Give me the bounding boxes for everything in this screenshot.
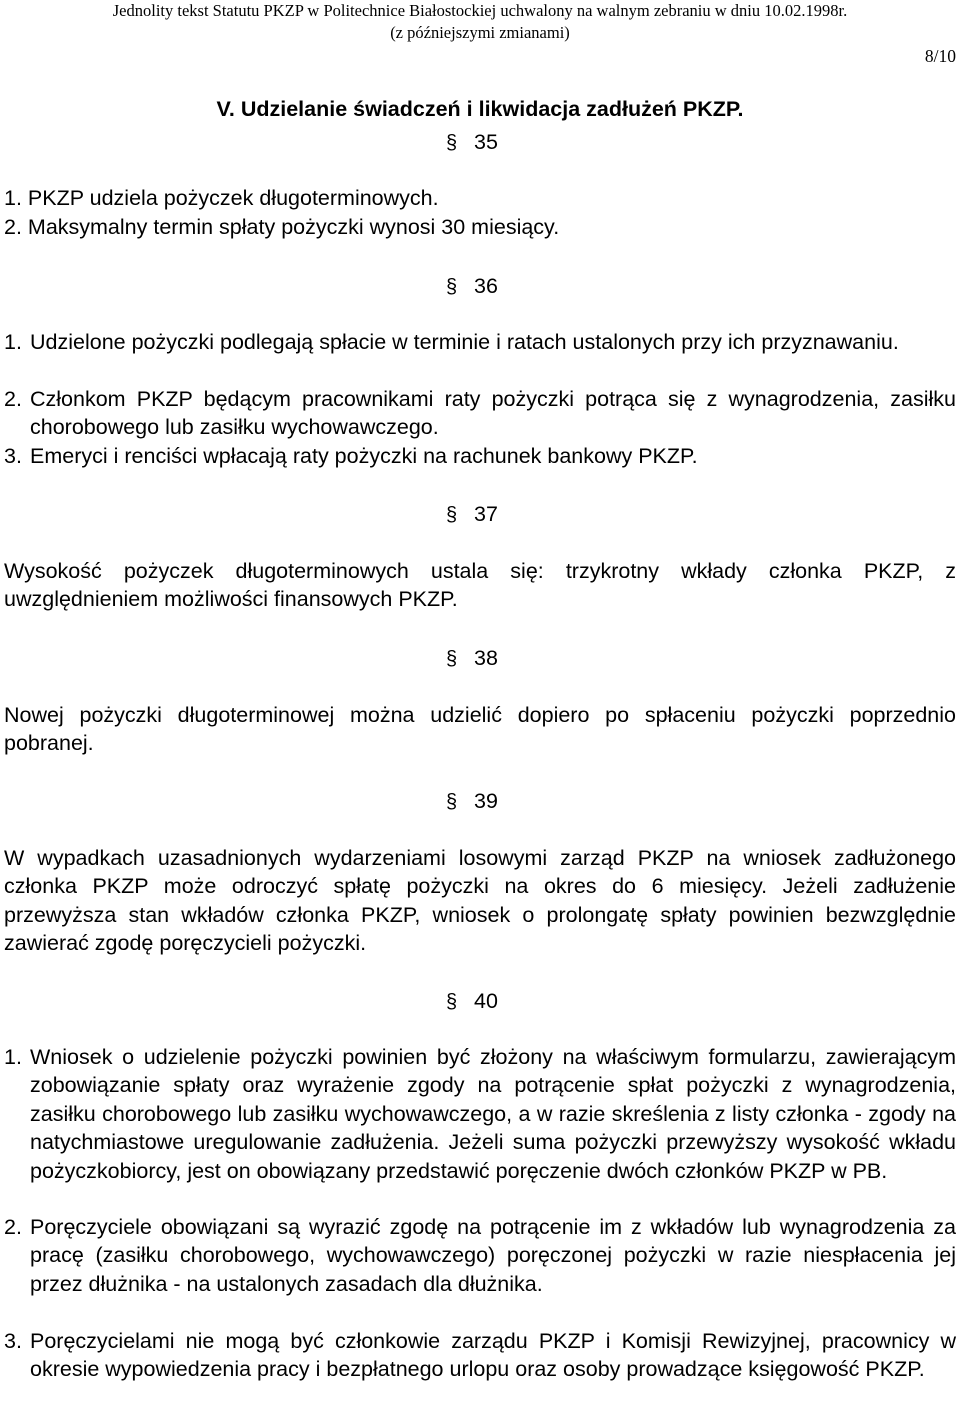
list-item xyxy=(4,442,956,470)
list-item-number: 2. xyxy=(4,1215,22,1239)
section-sign-icon: § xyxy=(446,504,458,526)
list-item xyxy=(4,328,956,356)
paragraph-heading-37 xyxy=(446,499,498,529)
list-item-text: Wniosek o udzielenie pożyczki powinien być złożony na właściwym formularzu, zawierającym zobowiązanie spłaty oraz wyrażenie zgody na potrącenie spłat pożyczki z wynagrodzenia, zasiłku chorobowego lub zasiłku wychowawczego, a w razie skreślenia z listy członka - zgody na natychmiastowe uregulowanie zadłużenia. Jeżeli suma pożyczki przewyższy wysokość wkładu pożyczkobiorcy, jest on obowiązany przedstawić poręczenie dwóch członków PKZP w PB. xyxy=(30,1045,956,1183)
paragraph-number: 38 xyxy=(474,646,498,670)
list-item-number: 2. xyxy=(4,387,22,411)
list-item-text: Udzielone pożyczki podlegają spłacie w terminie i ratach ustalonych przy ich przyznawaniu. xyxy=(30,330,899,354)
list-item-number: 1. xyxy=(4,330,22,354)
paragraph-number: 40 xyxy=(474,989,498,1013)
paragraph-text-37: Wysokość pożyczek długoterminowych ustala się: trzykrotny wkłady członka PKZP, z uwzględnieniem możliwości finansowych PKZP. xyxy=(4,559,956,612)
list-item: 1. PKZP udziela pożyczek długoterminowych. xyxy=(4,186,439,210)
paragraph-heading-38 xyxy=(446,643,498,673)
list-item-text: Poręczycielami nie mogą być członkowie zarządu PKZP i Komisji Rewizyjnej, pracownicy w okresie wypowiedzenia pracy i bezpłatnego urlopu oraz osoby prowadzące księgowość PKZP. xyxy=(30,1329,956,1382)
list-item-text: Członkom PKZP będącym pracownikami raty pożyczki potrąca się z wynagrodzenia, zasiłku chorobowego lub zasiłku wychowawczego. xyxy=(30,387,956,440)
list-item-text: Emeryci i renciści wpłacają raty pożyczki na rachunek bankowy PKZP. xyxy=(30,444,698,468)
list-item xyxy=(4,385,956,442)
section-sign-icon: § xyxy=(446,132,458,154)
list-item xyxy=(4,1213,956,1298)
list-item: 2. Maksymalny termin spłaty pożyczki wynosi 30 miesiący. xyxy=(4,215,560,239)
list-item xyxy=(4,1043,956,1185)
paragraph-number: 39 xyxy=(474,789,498,813)
running-header: Jednolity tekst Statutu PKZP w Politechnice Białostockiej uchwalony na walnym zebraniu w dniu 10.02.1998r. xyxy=(112,1,848,20)
section-sign-icon: § xyxy=(446,991,458,1013)
running-header-note: (z późniejszymi zmianami) xyxy=(390,23,570,42)
list-item-number: 3. xyxy=(4,444,22,468)
paragraph-number: 36 xyxy=(474,274,498,298)
paragraph-heading-36 xyxy=(446,271,498,301)
list-item xyxy=(4,1327,956,1384)
list-item-text: Poręczyciele obowiązani są wyrazić zgodę na potrącenie im z wkładów lub wynagrodzenia za pracę (zasiłku chorobowego, wychowawczego) poręczonej pożyczki w razie niespłacenia jej przez dłużnika - na ustalonych zasadach dla dłużnika. xyxy=(30,1215,956,1296)
section-sign-icon: § xyxy=(446,791,458,813)
paragraph-heading-39 xyxy=(446,786,498,816)
paragraph-heading-35 xyxy=(446,127,498,157)
list-item-number: 3. xyxy=(4,1329,22,1353)
paragraph-number: 35 xyxy=(474,130,498,154)
section-title: V. Udzielanie świadczeń i likwidacja zadłużeń PKZP. xyxy=(216,97,744,121)
page-number: 8/10 xyxy=(924,46,956,66)
section-sign-icon: § xyxy=(446,648,458,670)
list-item-number: 1. xyxy=(4,1045,22,1069)
paragraph-text-39: W wypadkach uzasadnionych wydarzeniami losowymi zarząd PKZP na wniosek zadłużonego członka PKZP może odroczyć spłatę pożyczki na okres do 6 miesięcy. Jeżeli zadłużenie przewyższa stan wkładów członka PKZP, wniosek o prolongatę spłaty powinien bezwzględnie zawierać zgodę poręczycieli pożyczki. xyxy=(4,846,956,956)
paragraph-heading-40 xyxy=(446,986,498,1016)
paragraph-text-38: Nowej pożyczki długoterminowej można udzielić dopiero po spłaceniu pożyczki poprzednio pobranej. xyxy=(4,703,956,756)
section-sign-icon: § xyxy=(446,276,458,298)
paragraph-number: 37 xyxy=(474,502,498,526)
